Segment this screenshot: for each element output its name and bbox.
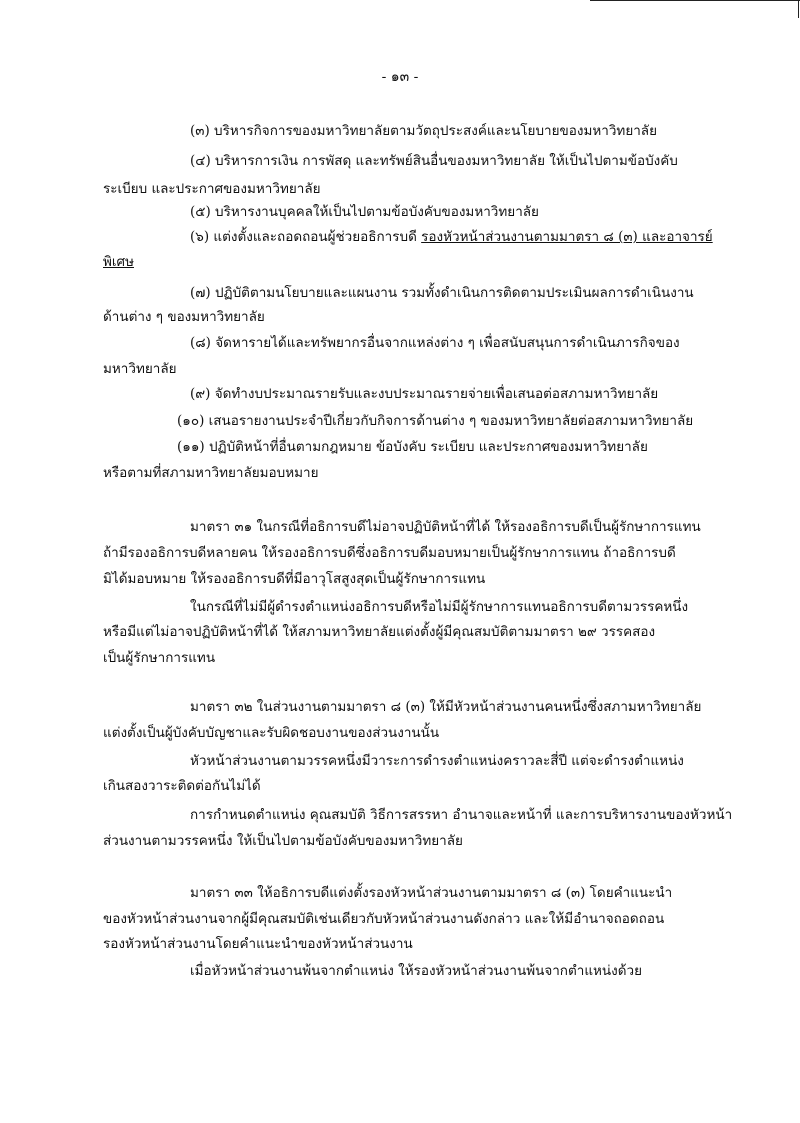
section-32-line-6: ส่วนงานตามวรรคหนึ่ง ให้เป็นไปตามข้อบังคับของมหาวิทยาลัย bbox=[103, 833, 463, 849]
item-9: (๙) จัดทำงบประมาณรายรับและงบประมาณรายจ่ายเพื่อเสนอต่อสภามหาวิทยาลัย bbox=[190, 386, 659, 402]
section-33-line-4: เมื่อหัวหน้าส่วนงานพ้นจากตำแหน่ง ให้รองหัวหน้าส่วนงานพ้นจากตำแหน่งด้วย bbox=[190, 963, 643, 979]
item-6-underlined-text: รองหัวหน้าส่วนงานตามมาตรา ๘ (๓) และอาจารย์ bbox=[421, 229, 713, 245]
scan-mark-top bbox=[590, 0, 800, 1]
section-31-line-5: หรือมีแต่ไม่อาจปฏิบัติหน้าที่ได้ ให้สภามหาวิทยาลัยแต่งตั้งผู้มีคุณสมบัติตามมาตรา ๒๙ วรรคสอง bbox=[103, 624, 656, 640]
section-32-line-1: มาตรา ๓๒ ในส่วนงานตามมาตรา ๘ (๓) ให้มีหัวหน้าส่วนงานคนหนึ่งซึ่งสภามหาวิทยาลัย bbox=[190, 699, 702, 715]
section-32-line-2: แต่งตั้งเป็นผู้บังคับบัญชาและรับผิดชอบงานของส่วนงานนั้น bbox=[103, 725, 440, 741]
section-31-line-3: มิได้มอบหมาย ให้รองอธิการบดีที่มีอาวุโสสูงสุดเป็นผู้รักษาการแทน bbox=[103, 571, 486, 587]
scan-mark-right bbox=[798, 0, 799, 18]
item-8-continued: มหาวิทยาลัย bbox=[103, 361, 177, 377]
item-4: (๔) บริหารการเงิน การพัสดุ และทรัพย์สินอื่นของมหาวิทยาลัย ให้เป็นไปตามข้อบังคับ bbox=[190, 153, 678, 169]
section-31-line-2: ถ้ามีรองอธิการบดีหลายคน ให้รองอธิการบดีซึ่งอธิการบดีมอบหมายเป็นผู้รักษาการแทน ถ้าอธิการบดี bbox=[103, 545, 676, 561]
section-32-line-5: การกำหนดตำแหน่ง คุณสมบัติ วิธีการสรรหา อำนาจและหน้าที่ และการบริหารงานของหัวหน้า bbox=[190, 807, 733, 823]
section-31-line-1: มาตรา ๓๑ ในกรณีที่อธิการบดีไม่อาจปฏิบัติหน้าที่ได้ ให้รองอธิการบดีเป็นผู้รักษาการแทน bbox=[190, 519, 701, 535]
section-31-line-6: เป็นผู้รักษาการแทน bbox=[103, 650, 216, 666]
item-4-continued: ระเบียบ และประกาศของมหาวิทยาลัย bbox=[103, 181, 321, 197]
section-31-line-4: ในกรณีที่ไม่มีผู้ดำรงตำแหน่งอธิการบดีหรือไม่มีผู้รักษาการแทนอธิการบดีตามวรรคหนึ่ง bbox=[190, 599, 689, 615]
section-33-line-3: รองหัวหน้าส่วนงานโดยคำแนะนำของหัวหน้าส่วนงาน bbox=[103, 936, 413, 952]
item-10: (๑๐) เสนอรายงานประจำปีเกี่ยวกับกิจการด้านต่าง ๆ ของมหาวิทยาลัยต่อสภามหาวิทยาลัย bbox=[177, 413, 694, 429]
item-11: (๑๑) ปฏิบัติหน้าที่อื่นตามกฎหมาย ข้อบังคับ ระเบียบ และประกาศของมหาวิทยาลัย bbox=[177, 439, 648, 455]
section-33-line-1: มาตรา ๓๓ ให้อธิการบดีแต่งตั้งรองหัวหน้าส่วนงานตามมาตรา ๘ (๓) โดยคำแนะนำ bbox=[190, 885, 673, 901]
item-7-continued: ด้านต่าง ๆ ของมหาวิทยาลัย bbox=[103, 309, 265, 325]
page-number: - ๑๓ - bbox=[381, 69, 419, 85]
section-32-line-3: หัวหน้าส่วนงานตามวรรคหนึ่งมีวาระการดำรงตำแหน่งคราวละสี่ปี แต่จะดำรงตำแหน่ง bbox=[190, 753, 684, 769]
item-8: (๘) จัดหารายได้และทรัพยากรอื่นจากแหล่งต่าง ๆ เพื่อสนับสนุนการดำเนินภารกิจของ bbox=[190, 335, 680, 351]
item-11-continued: หรือตามที่สภามหาวิทยาลัยมอบหมาย bbox=[103, 465, 319, 481]
section-32-line-4: เกินสองวาระติดต่อกันไม่ได้ bbox=[103, 778, 261, 794]
item-6 bbox=[190, 228, 713, 246]
section-33-line-2: ของหัวหน้าส่วนงานจากผู้มีคุณสมบัติเช่นเดียวกับหัวหน้าส่วนงานดังกล่าว และให้มีอำนาจถอดถอน bbox=[103, 911, 665, 927]
item-3: (๓) บริหารกิจการของมหาวิทยาลัยตามวัตถุประสงค์และนโยบายของมหาวิทยาลัย bbox=[190, 123, 657, 139]
item-6-continued: พิเศษ bbox=[103, 254, 134, 270]
item-6-text: (๖) แต่งตั้งและถอดถอนผู้ช่วยอธิการบดี bbox=[190, 229, 422, 245]
item-7: (๗) ปฏิบัติตามนโยบายและแผนงาน รวมทั้งดำเนินการติดตามประเมินผลการดำเนินงาน bbox=[190, 285, 694, 301]
item-5: (๕) บริหารงานบุคคลให้เป็นไปตามข้อบังคับของมหาวิทยาลัย bbox=[190, 204, 539, 220]
